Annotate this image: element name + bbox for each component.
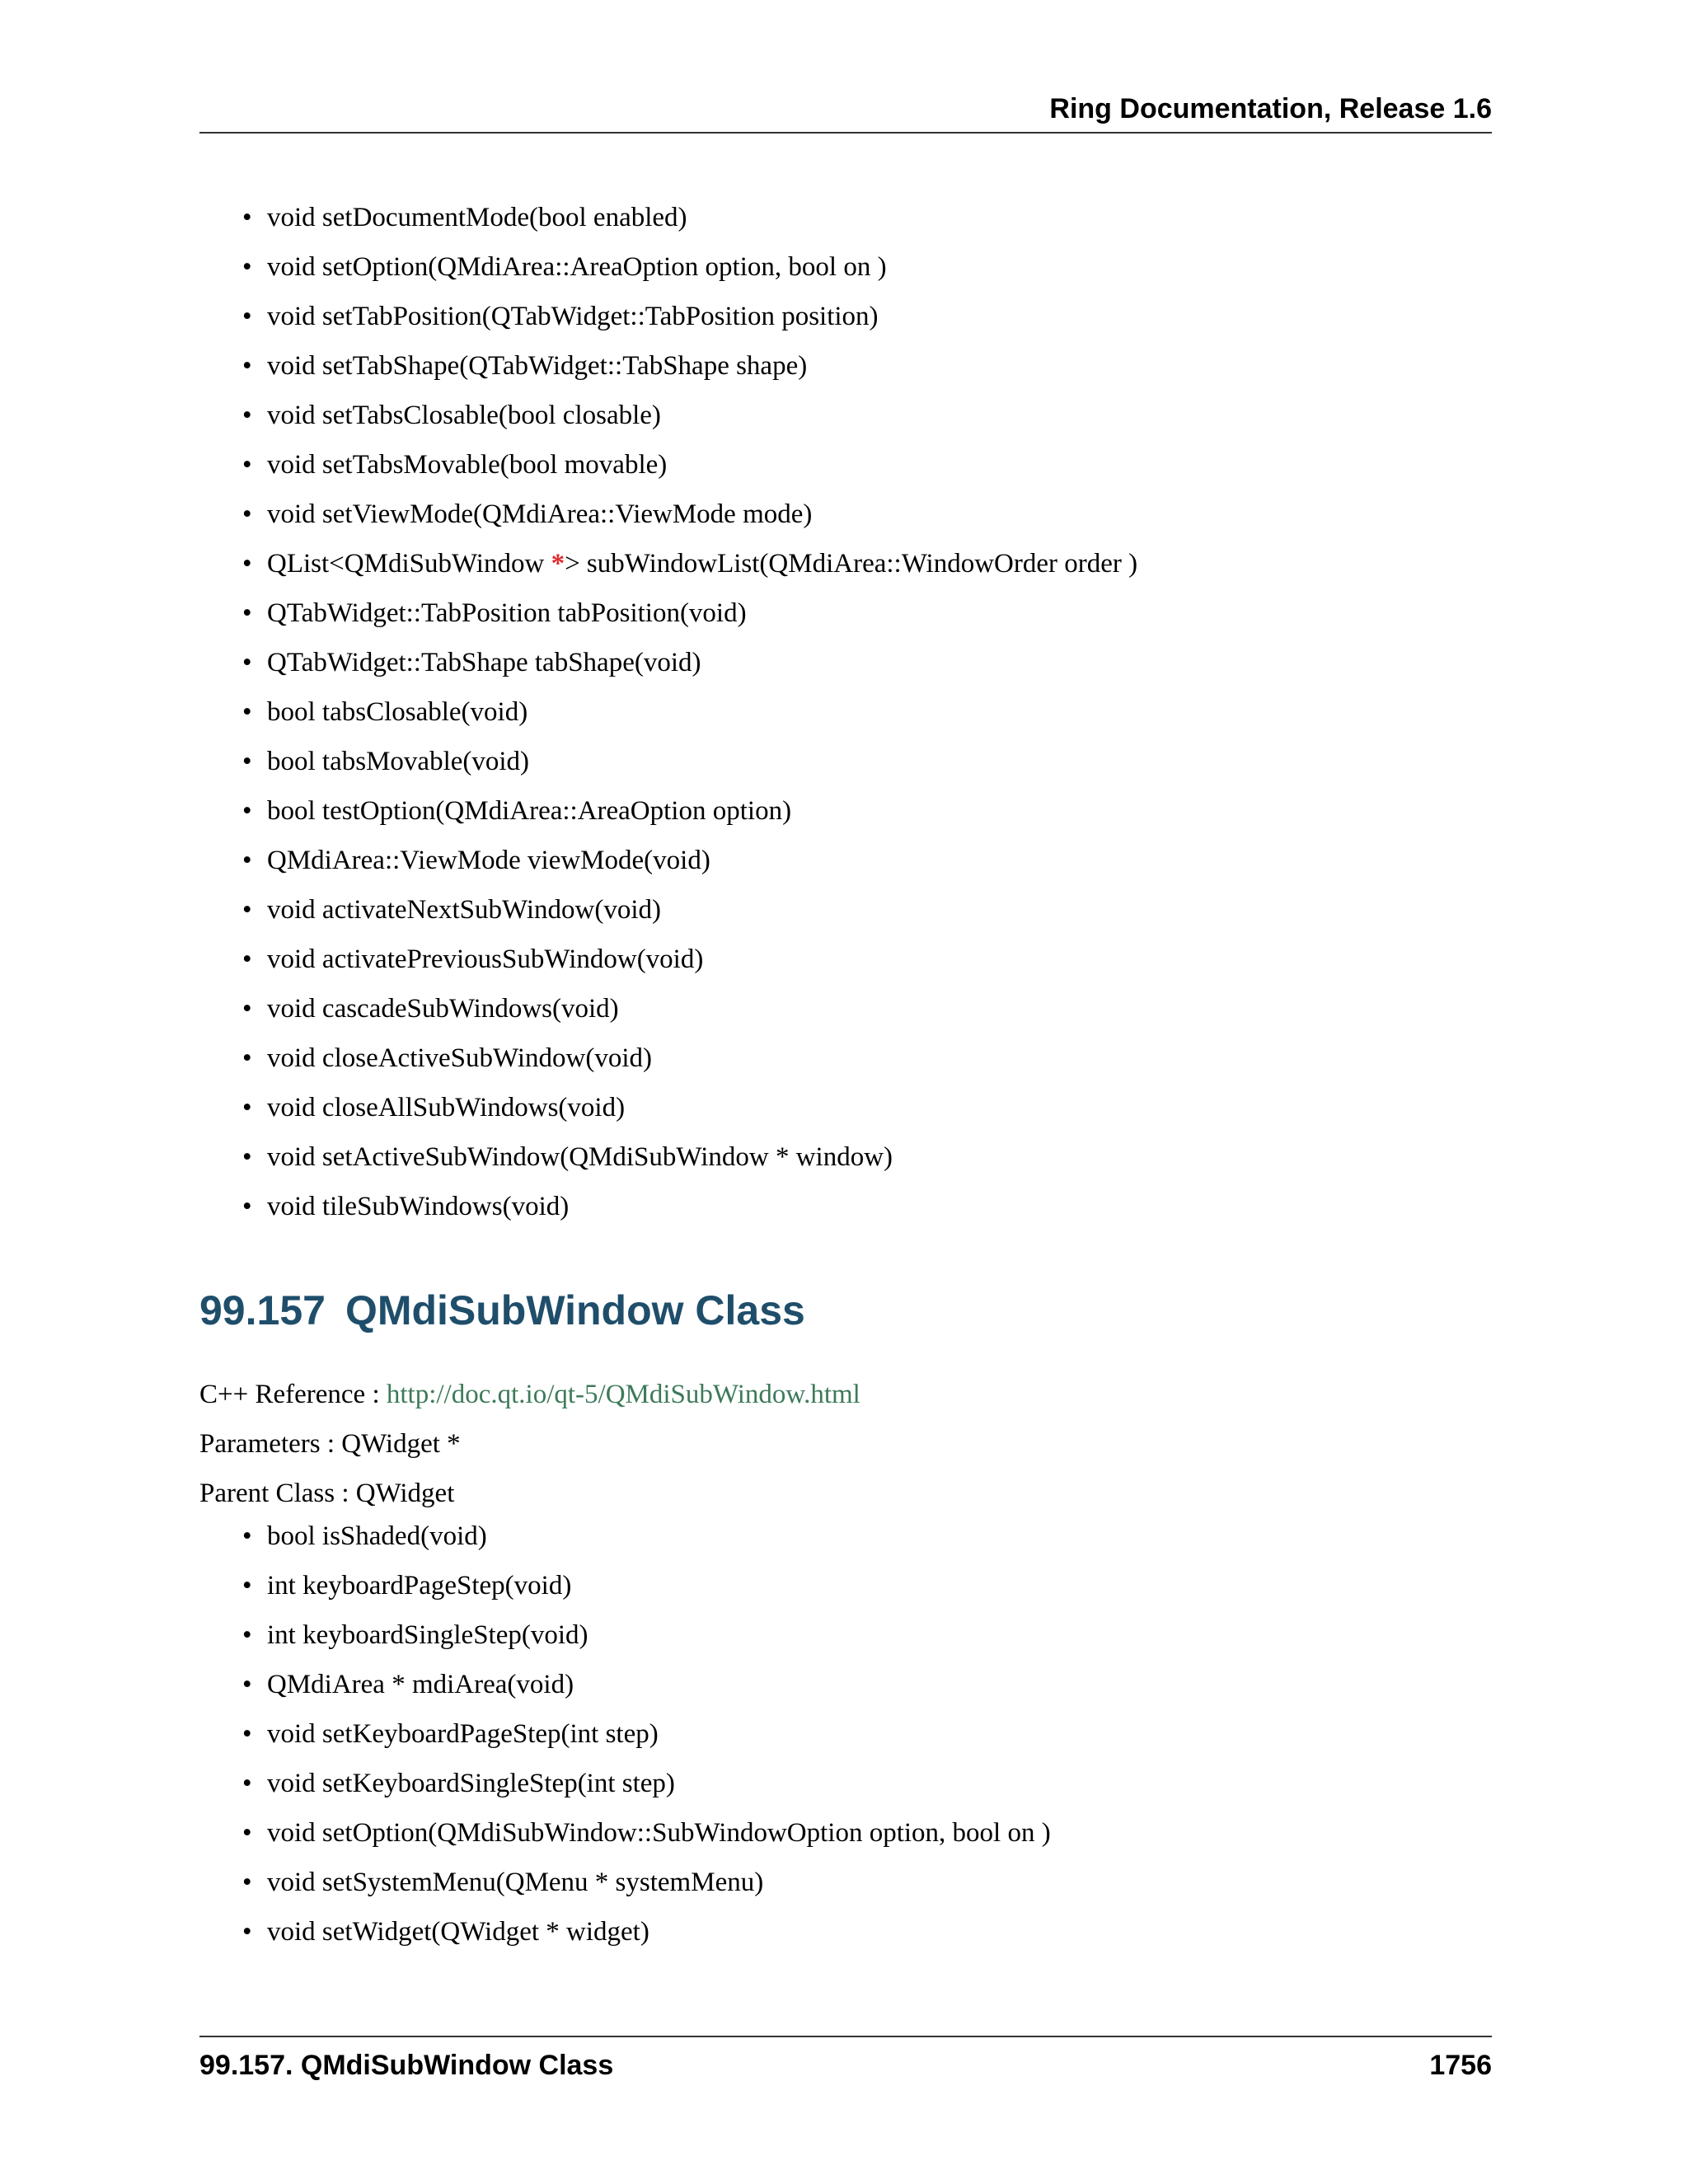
list-item: • bool isShaded(void) bbox=[242, 1521, 487, 1551]
list-item: • void cascadeSubWindows(void) bbox=[242, 994, 619, 1024]
list-item: • void closeActiveSubWindow(void) bbox=[242, 1043, 653, 1073]
list-item: • void activateNextSubWindow(void) bbox=[242, 895, 661, 925]
list-item: • void setDocumentMode(bool enabled) bbox=[242, 203, 687, 232]
list-item: • void closeAllSubWindows(void) bbox=[242, 1093, 626, 1122]
reference-link[interactable]: http://doc.qt.io/qt-5/QMdiSubWindow.html bbox=[386, 1380, 860, 1409]
list-item: • void activatePreviousSubWindow(void) bbox=[242, 944, 704, 974]
list-item: • QList<QMdiSubWindow *> subWindowList(QMdiArea::WindowOrder order ) bbox=[242, 549, 1138, 579]
section-number: 99.157 bbox=[199, 1287, 326, 1333]
page-header bbox=[199, 92, 1492, 134]
list-item: • void setOption(QMdiSubWindow::SubWindowOption option, bool on ) bbox=[242, 1818, 1051, 1848]
page-footer bbox=[199, 2036, 1492, 2082]
list-item: • bool tabsClosable(void) bbox=[242, 697, 528, 727]
list-item: • QTabWidget::TabPosition tabPosition(void) bbox=[242, 598, 747, 628]
list-item: • bool testOption(QMdiArea::AreaOption option) bbox=[242, 796, 792, 826]
list-item: • QTabWidget::TabShape tabShape(void) bbox=[242, 648, 701, 677]
list-item: • int keyboardSingleStep(void) bbox=[242, 1620, 588, 1650]
list-item: • void setOption(QMdiArea::AreaOption option, bool on ) bbox=[242, 252, 887, 282]
list-item: • void setSystemMenu(QMenu * systemMenu) bbox=[242, 1868, 764, 1897]
list-item: • void setTabShape(QTabWidget::TabShape shape) bbox=[242, 351, 808, 381]
list-item: • void setKeyboardSingleStep(int step) bbox=[242, 1769, 675, 1798]
qmdiarea-method-list bbox=[199, 201, 1137, 1240]
page-number: 1756 bbox=[1429, 2050, 1492, 2081]
list-item: • void setKeyboardPageStep(int step) bbox=[242, 1719, 659, 1749]
section-title: QMdiSubWindow Class bbox=[345, 1287, 805, 1333]
highlighted-asterisk: * bbox=[551, 549, 565, 579]
list-item: • void setViewMode(QMdiArea::ViewMode mode) bbox=[242, 499, 813, 529]
reference-label: C++ Reference : bbox=[199, 1380, 387, 1409]
list-item: • void setTabPosition(QTabWidget::TabPosition position) bbox=[242, 302, 879, 331]
list-item: • QMdiArea::ViewMode viewMode(void) bbox=[242, 846, 710, 875]
footer-section-title: 99.157. QMdiSubWindow Class bbox=[199, 2050, 614, 2081]
list-item: • bool tabsMovable(void) bbox=[242, 747, 530, 776]
list-item: • void setActiveSubWindow(QMdiSubWindow * window) bbox=[242, 1142, 893, 1172]
list-item: • void setTabsMovable(bool movable) bbox=[242, 450, 668, 480]
list-item: • void tileSubWindows(void) bbox=[242, 1192, 570, 1221]
list-item: • QMdiArea * mdiArea(void) bbox=[242, 1670, 574, 1699]
list-item: • int keyboardPageStep(void) bbox=[242, 1571, 572, 1601]
list-item: • void setWidget(QWidget * widget) bbox=[242, 1917, 649, 1947]
parameters-line: Parameters : QWidget * bbox=[199, 1429, 461, 1459]
document-title: Ring Documentation, Release 1.6 bbox=[1049, 93, 1492, 124]
section-heading bbox=[199, 1286, 805, 1335]
cpp-reference-line bbox=[199, 1378, 860, 1411]
list-item: • void setTabsClosable(bool closable) bbox=[242, 401, 661, 430]
parent-class-line: Parent Class : QWidget bbox=[199, 1479, 455, 1508]
qmdisubwindow-method-list bbox=[199, 1520, 1051, 1965]
